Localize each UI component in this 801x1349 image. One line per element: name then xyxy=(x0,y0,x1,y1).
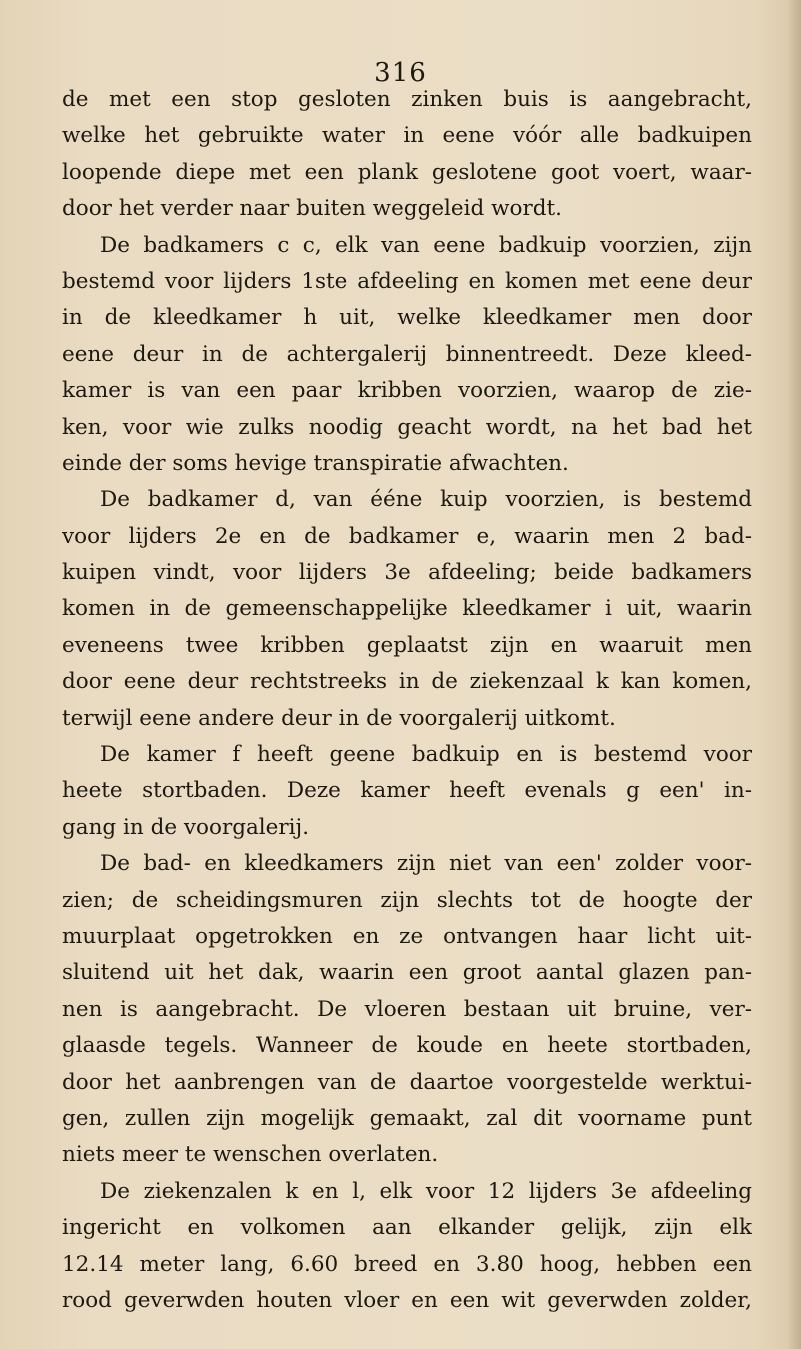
page-number: 316 xyxy=(374,58,427,88)
text-line: door het verder naar buiten weggeleid wordt. xyxy=(62,196,562,222)
text-line: gang in de voorgalerij. xyxy=(62,814,310,840)
text-line: door eene deur rechtstreeks in de ziekenzaal k kan komen, xyxy=(62,669,752,695)
text-line: heete stortbaden. Deze kamer heeft evenals g een' in- xyxy=(62,778,752,804)
text-line: gen, zullen zijn mogelijk gemaakt, zal dit voorname punt xyxy=(62,1105,752,1131)
text-line: de met een stop gesloten zinken buis is aangebracht, xyxy=(62,87,752,112)
text-line: door het aanbrengen van de daartoe voorgestelde werktui- xyxy=(62,1069,752,1095)
text-line: eveneens twee kribben geplaatst zijn en waaruit men xyxy=(62,632,752,658)
text-line: kamer is van een paar kribben voorzien, waarop de zie- xyxy=(62,378,752,404)
text-line: welke het gebruikte water in eene vóór alle badkuipen xyxy=(62,123,752,149)
text-line: De bad- en kleedkamers zijn niet van een' zolder voor- xyxy=(100,851,752,877)
text-line: bestemd voor lijders 1ste afdeeling en komen met eene deur xyxy=(62,268,752,294)
text-line: 12.14 meter lang, 6.60 breed en 3.80 hoog, hebben een xyxy=(62,1251,752,1277)
text-line: voor lijders 2e en de badkamer e, waarin men 2 bad- xyxy=(62,523,752,549)
text-line: De kamer f heeft geene badkuip en is bestemd voor xyxy=(100,742,752,768)
text-line: ken, voor wie zulks noodig geacht wordt, na het bad het xyxy=(62,414,752,440)
text-line: De badkamer d, van ééne kuip voorzien, is bestemd xyxy=(100,487,752,513)
text-line: muurplaat opgetrokken en ze ontvangen haar licht uit- xyxy=(62,923,752,949)
text-line: terwijl eene andere deur in de voorgalerij uitkomt. xyxy=(62,705,616,731)
text-line: rood geverwden houten vloer en een wit geverwden zolder, xyxy=(62,1287,752,1313)
text-line: loopende diepe met een plank geslotene goot voert, waar- xyxy=(62,159,752,185)
text-line: sluitend uit het dak, waarin een groot aantal glazen pan- xyxy=(62,960,752,986)
text-line: nen is aangebracht. De vloeren bestaan uit bruine, ver- xyxy=(62,996,752,1022)
text-line: De ziekenzalen k en l, elk voor 12 lijders 3e afdeeling xyxy=(100,1178,752,1204)
text-line: komen in de gemeenschappelijke kleedkamer i uit, waarin xyxy=(62,596,752,622)
text-line: ingericht en volkomen aan elkander gelijk, zijn elk xyxy=(62,1215,752,1241)
text-line: glaasde tegels. Wanneer de koude en heete stortbaden, xyxy=(62,1033,752,1059)
text-line: in de kleedkamer h uit, welke kleedkamer men door xyxy=(62,305,752,331)
text-line: De badkamers c c, elk van eene badkuip voorzien, zijn xyxy=(100,232,752,258)
text-line: kuipen vindt, voor lijders 3e afdeeling; beide badkamers xyxy=(62,560,752,586)
text-line: zien; de scheidingsmuren zijn slechts tot de hoogte der xyxy=(62,887,752,913)
page-edge-shadow xyxy=(787,0,801,1349)
text-line: eene deur in de achtergalerij binnentreedt. Deze kleed- xyxy=(62,341,752,367)
text-line: einde der soms hevige transpiratie afwachten. xyxy=(62,450,569,476)
text-line: niets meer te wenschen overlaten. xyxy=(62,1142,439,1168)
body-text xyxy=(62,82,752,1319)
